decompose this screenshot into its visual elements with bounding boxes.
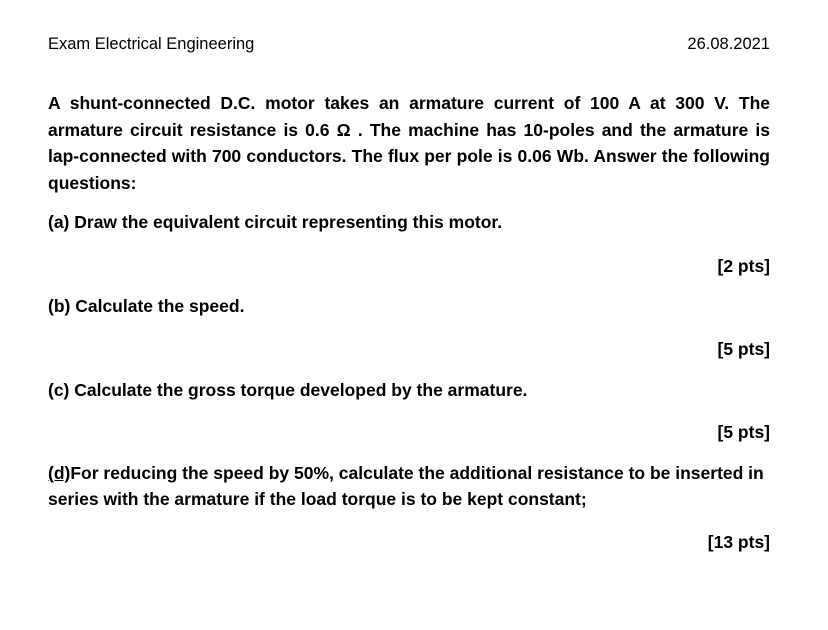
question-c: (c) Calculate the gross torque developed by the armature.: [48, 380, 528, 400]
question-d: [48, 460, 770, 512]
question-d-points: [13 pts]: [707, 532, 770, 552]
question-a-points: [2 pts]: [717, 256, 770, 276]
question-d-label: (d): [48, 463, 71, 483]
exam-date: 26.08.2021: [687, 35, 770, 53]
question-a: (a) Draw the equivalent circuit representing this motor.: [48, 212, 503, 232]
question-b: (b) Calculate the speed.: [48, 296, 245, 316]
question-c-points: [5 pts]: [717, 422, 770, 442]
exam-page: [48, 0, 770, 630]
question-b-points: [5 pts]: [717, 339, 770, 359]
problem-statement: A shunt-connected D.C. motor takes an armature current of 100 A at 300 V. The armature circuit resistance is 0.6 Ω . The machine has 10-poles and the armature is lap-connected with 700 conductors. The flux per pole is 0.06 Wb. Answer the following questions:: [48, 93, 770, 194]
exam-title: Exam Electrical Engineering: [48, 35, 255, 53]
question-d-text: For reducing the speed by 50%, calculate the additional resistance to be inserted in series with the armature if the load torque is to be kept constant;: [48, 463, 764, 509]
